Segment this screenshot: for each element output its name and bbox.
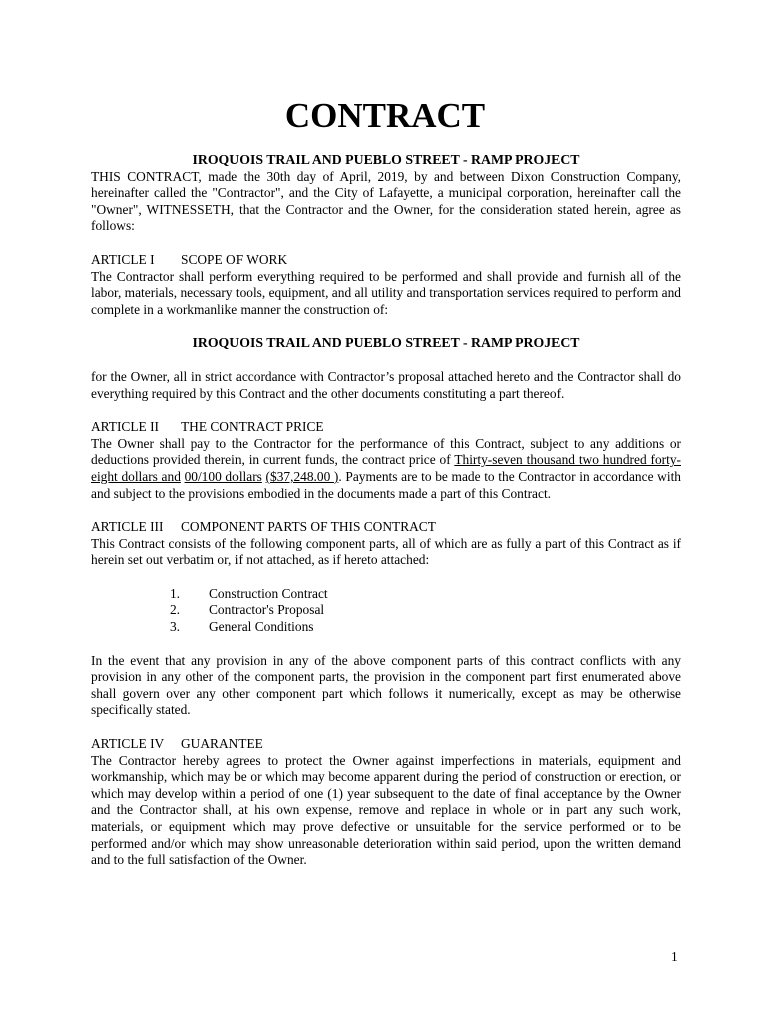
article-3-heading: [91, 519, 681, 536]
list-item-number: 1.: [169, 585, 180, 601]
article-1-heading: [91, 252, 681, 269]
article-1-title: SCOPE OF WORK: [181, 251, 288, 267]
article-1-number: ARTICLE I: [91, 251, 155, 267]
price-in-words: Thirty-seven thousand two hundred forty-eight dollars and: [91, 452, 681, 484]
list-item: [91, 602, 681, 619]
article-3-body: This Contract consists of the following component parts, all of which are as fully a part of this Contract as if herein set out verbatim or, if not attached, as if hereto attached:: [91, 535, 681, 568]
list-item: [91, 619, 681, 636]
article-4-heading: [91, 736, 681, 753]
price-intro: The Owner shall pay to the Contractor for the performance of this Contract, subject to any additions or deductions provided therein, in current funds, the contract price of: [91, 435, 681, 468]
price-cents: 00/100 dollars: [184, 468, 262, 484]
list-item: [91, 586, 681, 603]
price-figure: ($37,248.00 ): [265, 468, 339, 484]
list-item-number: 2.: [169, 602, 180, 618]
document-body: [91, 152, 681, 869]
list-item-number: 3.: [169, 619, 180, 635]
article-2-body: [91, 436, 681, 502]
article-4-body: The Contractor hereby agrees to protect the Owner against imperfections in materials, equipment and workmanship, which may be or which may become apparent during the period of construction or erection, or which may develop within a period of one (1) year subsequent to the date of final acceptance by the Owner and the Contractor shall, at his own expense, remove and replace in whole or in part any such work, materials, or equipment which may prove defective or unsuitable for the service performed or to be performed and/or which may show unreasonable deterioration within said period, upon the written demand and to the full satisfaction of the Owner.: [91, 752, 681, 868]
project-heading: IROQUOIS TRAIL AND PUEBLO STREET - RAMP PROJECT: [192, 152, 580, 167]
article-2-heading: [91, 419, 681, 436]
article-4-number: ARTICLE IV: [91, 736, 165, 752]
owner-clause: for the Owner, all in strict accordance with Contractor’s proposal attached hereto and the Contractor shall do everything required by this Contract and the other documents constituting a part thereof.: [91, 368, 681, 401]
page-number: 1: [671, 949, 678, 964]
article-3-number: ARTICLE III: [91, 519, 164, 535]
project-heading-2: IROQUOIS TRAIL AND PUEBLO STREET - RAMP PROJECT: [192, 335, 580, 351]
article-2-number: ARTICLE II: [91, 419, 159, 435]
conflict-paragraph: In the event that any provision in any of the above component parts of this contract conflicts with any provision in any other of the component parts, the provision in the component part first enumerated above shall govern over any other component part which follows it numerically, except as may be otherwise specifically stated.: [91, 652, 681, 718]
article-3-title: COMPONENT PARTS OF THIS CONTRACT: [181, 519, 436, 535]
document-title: CONTRACT: [284, 96, 486, 135]
article-1-body: The Contractor shall perform everything required to be performed and shall provide and furnish all of the labor, materials, necessary tools, equipment, and all utility and transportation services required to perform and complete in a workmanlike manner the construction of:: [91, 268, 681, 317]
component-parts-list: [91, 586, 681, 636]
list-item-text: Construction Contract: [209, 585, 328, 601]
article-4-title: GUARANTEE: [181, 736, 263, 752]
price-outro: . Payments are to be made to the Contractor in accordance with and subject to the provisions embodied in the documents made a part of this Contract.: [91, 468, 681, 501]
list-item-text: General Conditions: [209, 619, 314, 635]
intro-paragraph: THIS CONTRACT, made the 30th day of April, 2019, by and between Dixon Construction Company, hereinafter called the "Contractor", and the City of Lafayette, a municipal corporation, hereinafter call the "Owner", WITNESSETH, that the Contractor and the Owner, for the consideration stated herein, agree as follows:: [91, 168, 681, 234]
article-2-title: THE CONTRACT PRICE: [181, 419, 324, 435]
list-item-text: Contractor's Proposal: [209, 602, 325, 618]
